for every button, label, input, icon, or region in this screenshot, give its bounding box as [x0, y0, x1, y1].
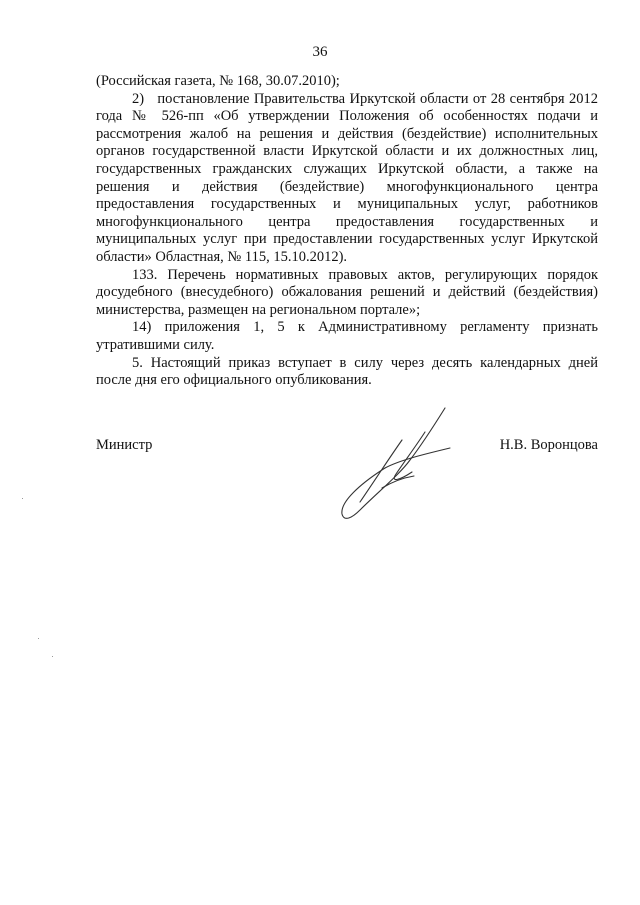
signatory-name: Н.В. Воронцова — [499, 437, 598, 453]
page-number: 36 — [312, 44, 328, 60]
document-body — [96, 73, 598, 390]
signatory-title: Министр — [96, 437, 153, 453]
paragraph-5: 5. Настоящий приказ вступает в силу через десять календарных дней после дня его официального опубликования. — [96, 354, 598, 389]
handwritten-signature — [330, 402, 460, 527]
scan-speck — [22, 498, 23, 499]
paragraph-resolution-526: 2) постановление Правительства Иркутской области от 28 сентября 2012 года № 526-пп «Об утверждении Положения об особенностях подачи и рассмотрения жалоб на решения и действия (бездействие) исполнительных органов государственной власти Иркутской области и их должностных лиц, государственных гражданских служащих Иркутской области, а также на решения и действия (бездействие) многофункционального центра предоставления государственных и муниципальных услуг, работников многофункционального центра предоставления государственных и муниципальных услуг при предоставлении государственных услуг Иркутской области» Областная, № 115, 15.10.2012). — [96, 90, 598, 265]
paragraph-14: 14) приложения 1, 5 к Административному регламенту признать утратившими силу. — [96, 319, 598, 353]
paragraph-source-citation: (Российская газета, № 168, 30.07.2010); — [96, 73, 340, 89]
scan-speck — [52, 656, 53, 657]
scan-speck — [38, 638, 39, 639]
paragraph-133: 133. Перечень нормативных правовых актов, регулирующих порядок досудебного (внесудебного) обжалования решений и действий (бездействия) министерства, размещен на региональном портале»; — [96, 266, 598, 318]
